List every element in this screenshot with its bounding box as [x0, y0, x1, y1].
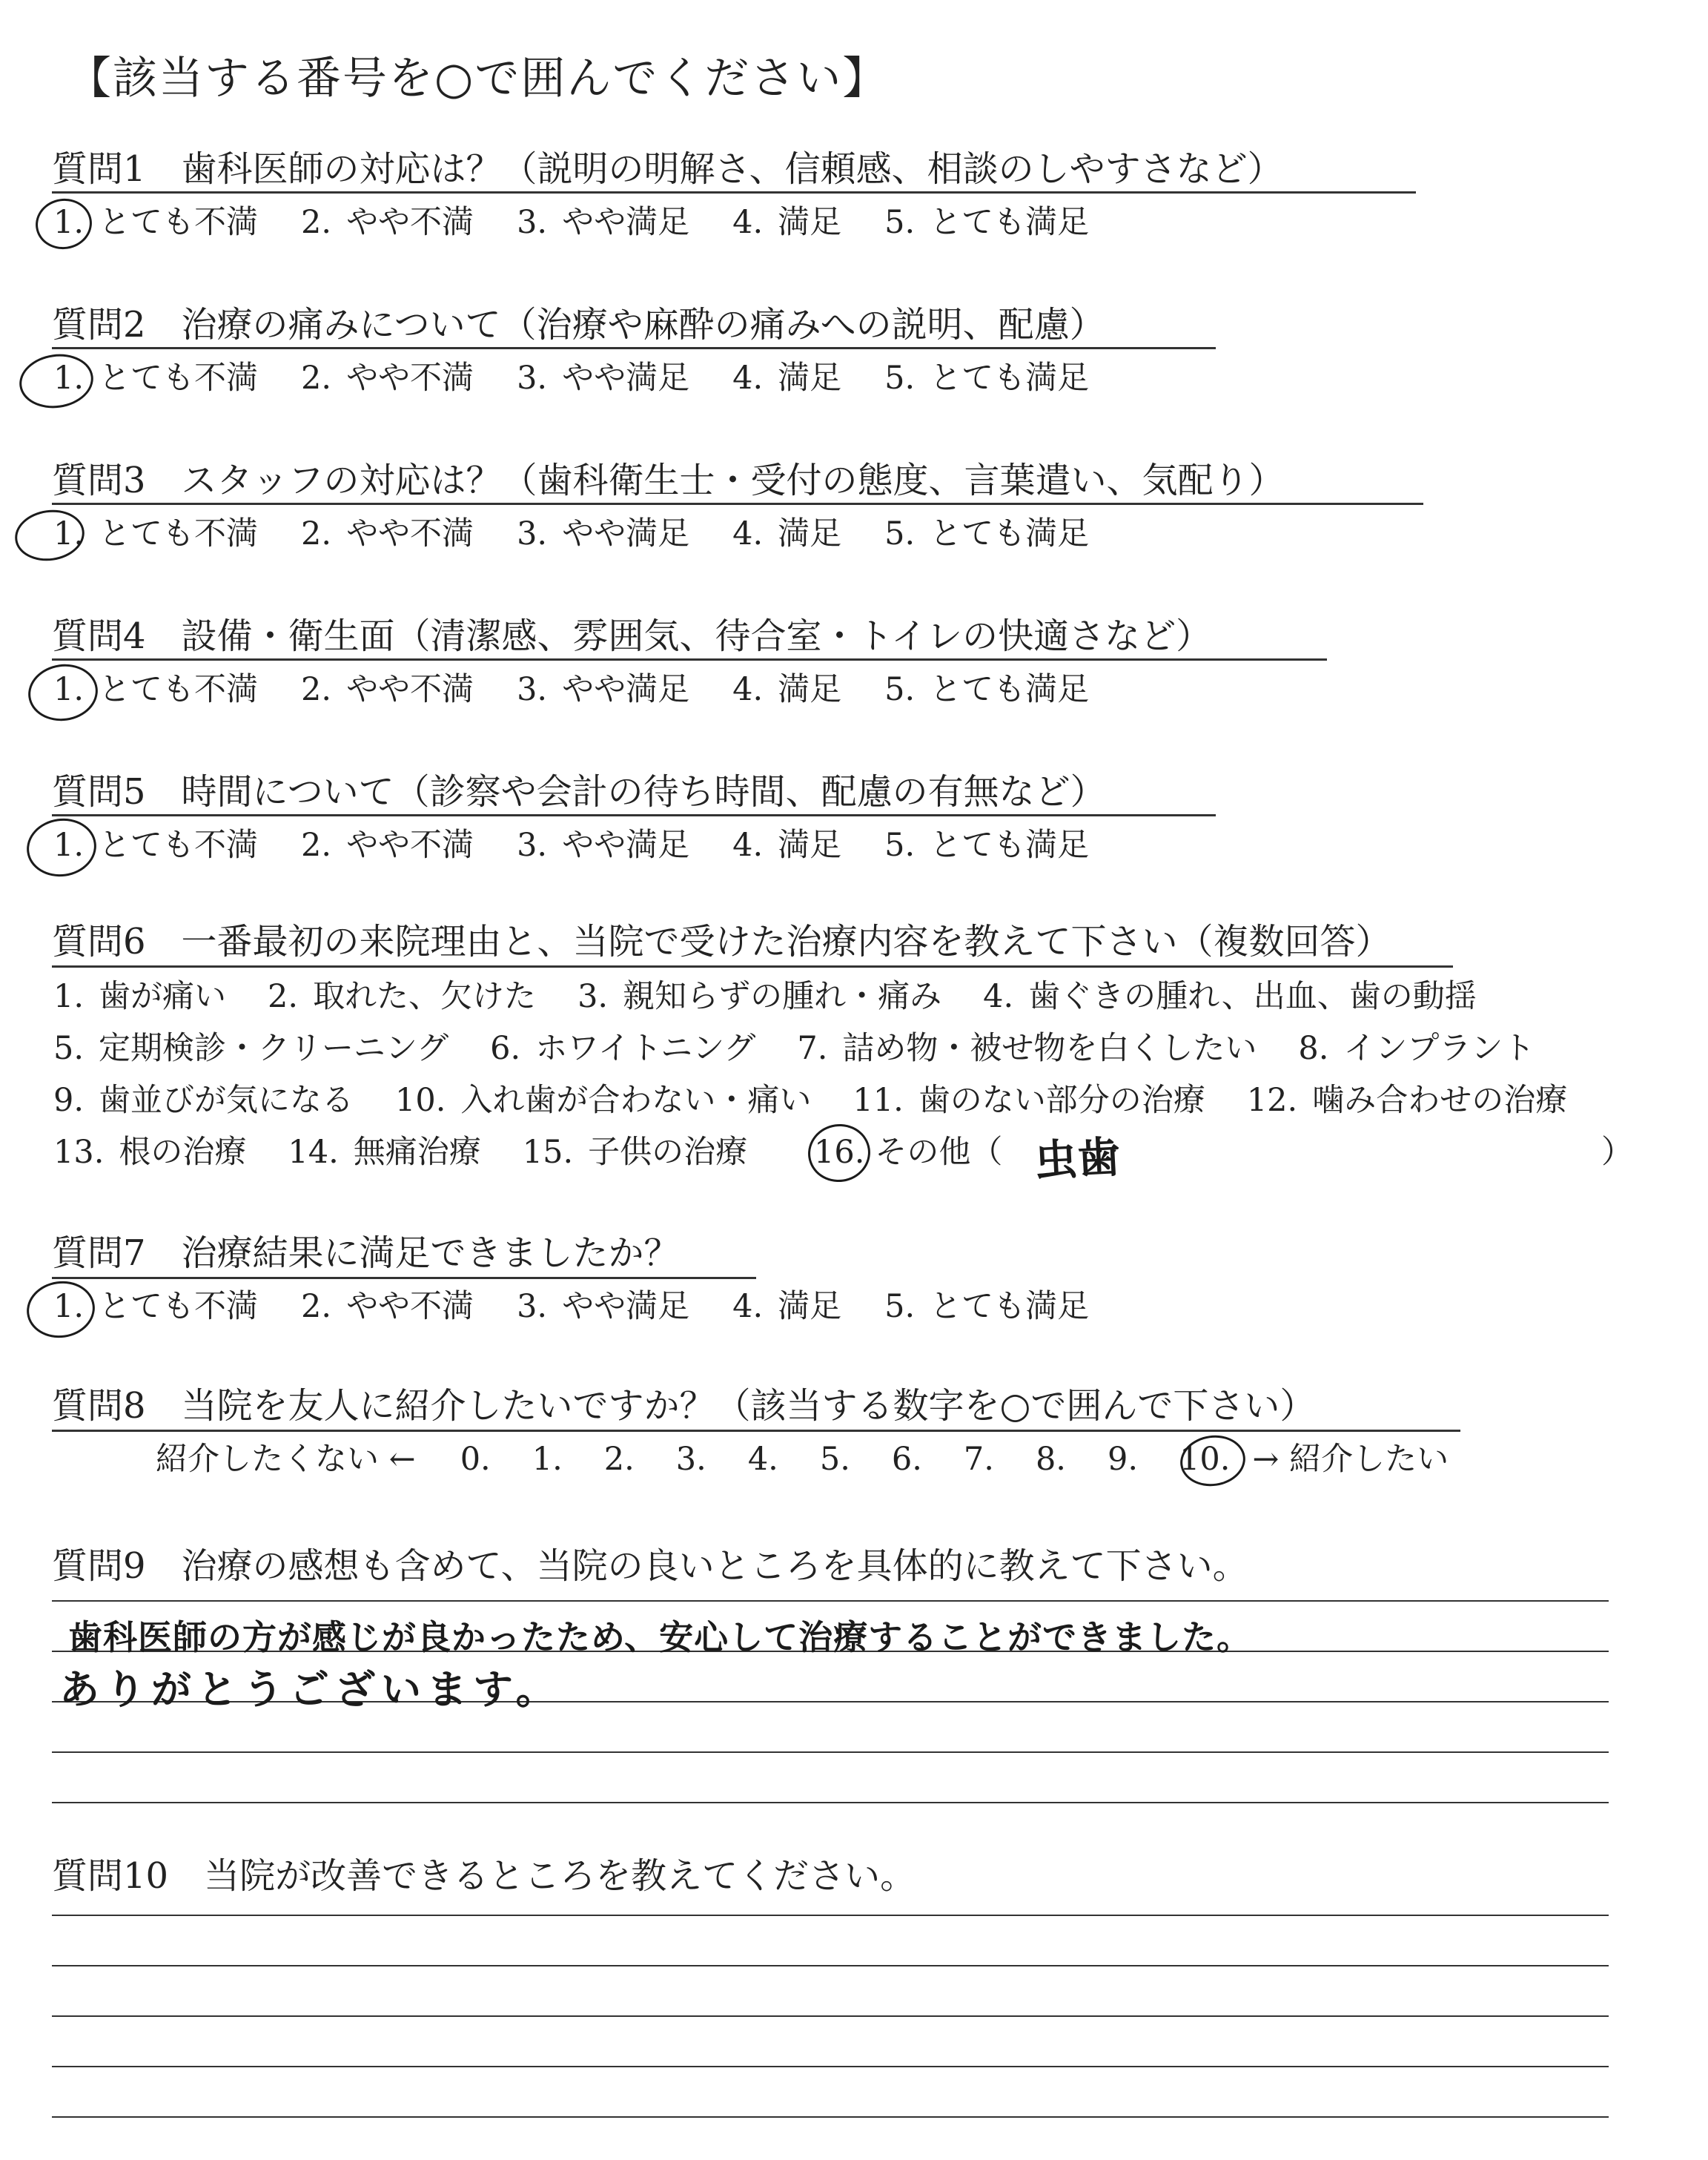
q6-option-10[interactable]: 10. 入れ歯が合わない・痛い: [395, 1082, 812, 1119]
q5-option-2[interactable]: 2. やや不満: [301, 827, 474, 864]
q8-option-6[interactable]: 6.: [891, 1441, 922, 1478]
q4-title: 質問4 設備・衛生面（清潔感、雰囲気、待合室・トイレの快適さなど）: [52, 615, 1212, 657]
q3-option-4[interactable]: 4. 満足: [732, 515, 842, 552]
q2-option-3[interactable]: 3. やや満足: [517, 360, 690, 397]
q9-handwritten-line-2: ありがとうございます。: [59, 1666, 562, 1713]
q6-option-13[interactable]: 13. 根の治療: [53, 1134, 247, 1171]
q6-option-16[interactable]: 16. その他（: [814, 1134, 1003, 1171]
q5-option-3[interactable]: 3. やや満足: [517, 827, 690, 864]
q6-option-8[interactable]: 8. インプラント: [1298, 1030, 1535, 1067]
q4-options: [53, 669, 1132, 710]
q6-selection-circle: [804, 1120, 874, 1186]
q2-options: [53, 357, 1132, 399]
q3-option-3[interactable]: 3. やや満足: [517, 515, 690, 552]
q8-option-2[interactable]: 2.: [603, 1441, 635, 1478]
q5-options: [53, 825, 1132, 866]
q6-option-4[interactable]: 4. 歯ぐきの腫れ、出血、歯の動揺: [983, 978, 1477, 1015]
q4-underline: [52, 658, 1327, 661]
q9-title: 質問9 治療の感想も含めて、当院の良いところを具体的に教えて下さい。: [52, 1545, 1248, 1587]
q1-option-2[interactable]: 2. やや不満: [301, 204, 474, 241]
q6-option-5[interactable]: 5. 定期検診・クリーニング: [53, 1030, 449, 1067]
q9-answer-line-1: [52, 1600, 1609, 1602]
q8-option-5[interactable]: 5.: [819, 1441, 850, 1478]
q6-other-close-paren: ）: [1601, 1134, 1633, 1171]
q1-options: [53, 202, 1132, 243]
q6-title: 質問6 一番最初の来院理由と、当院で受けた治療内容を教えて下さい（複数回答）: [52, 921, 1391, 962]
q6-underline: [52, 965, 1453, 968]
q6-option-1[interactable]: 1. 歯が痛い: [53, 978, 227, 1015]
q8-option-10[interactable]: 10.: [1179, 1441, 1231, 1478]
q6-row-1: [53, 976, 1518, 1017]
q4-option-2[interactable]: 2. やや不満: [301, 671, 474, 708]
q5-title: 質問5 時間について（診察や会計の待ち時間、配慮の有無など）: [52, 771, 1106, 813]
q6-option-15[interactable]: 15. 子供の治療: [522, 1134, 748, 1171]
q9-answer-line-5: [52, 1802, 1609, 1803]
q6-option-2[interactable]: 2. 取れた、欠けた: [268, 978, 537, 1015]
q7-option-2[interactable]: 2. やや不満: [301, 1288, 474, 1325]
q10-answer-line-4: [52, 2066, 1609, 2067]
q6-row-2: [53, 1028, 1576, 1069]
q1-underline: [52, 191, 1416, 194]
q2-option-4[interactable]: 4. 満足: [732, 360, 842, 397]
q5-option-5[interactable]: 5. とても満足: [884, 827, 1090, 864]
page-heading: 【該当する番号を○で囲んでください】: [67, 53, 889, 105]
q6-option-11[interactable]: 11. 歯のない部分の治療: [853, 1082, 1205, 1119]
q4-option-3[interactable]: 3. やや満足: [517, 671, 690, 708]
q7-option-1[interactable]: 1. とても不満: [53, 1288, 259, 1325]
q6-other-written-answer: 虫歯: [1033, 1132, 1122, 1186]
q4-option-1[interactable]: 1. とても不満: [53, 671, 259, 708]
q8-option-4[interactable]: 4.: [747, 1441, 778, 1478]
q8-option-8[interactable]: 8.: [1035, 1441, 1066, 1478]
q7-option-5[interactable]: 5. とても満足: [884, 1288, 1090, 1325]
q8-underline: [52, 1430, 1460, 1432]
q6-option-3[interactable]: 3. 親知らずの腫れ・痛み: [577, 978, 942, 1015]
q2-underline: [52, 347, 1216, 349]
q7-option-4[interactable]: 4. 満足: [732, 1288, 842, 1325]
q8-title: 質問8 当院を友人に紹介したいですか？（該当する数字を○で囲んで下さい）: [52, 1385, 1316, 1427]
q3-option-2[interactable]: 2. やや不満: [301, 515, 474, 552]
q3-title: 質問3 スタッフの対応は？（歯科衛生士・受付の態度、言葉遣い、気配り）: [52, 460, 1285, 501]
q8-right-label: → 紹介したい: [1252, 1441, 1449, 1478]
q2-option-5[interactable]: 5. とても満足: [884, 360, 1090, 397]
q8-option-9[interactable]: 9.: [1107, 1441, 1139, 1478]
q1-option-1[interactable]: 1. とても不満: [53, 204, 259, 241]
q7-underline: [52, 1277, 756, 1279]
q10-answer-line-1: [52, 1915, 1609, 1916]
q6-option-12[interactable]: 12. 噛み合わせの治療: [1246, 1082, 1568, 1119]
q7-options: [53, 1286, 1132, 1327]
q3-option-1[interactable]: 1. とても不満: [53, 515, 259, 552]
q2-title: 質問2 治療の痛みについて（治療や麻酔の痛みへの説明、配慮）: [52, 304, 1105, 346]
q9-handwritten-line-1: 歯科医師の方が感じが良かったため、安心して治療することができました。: [68, 1617, 1252, 1657]
q8-scale-row: [156, 1439, 1449, 1480]
q8-option-7[interactable]: 7.: [963, 1441, 994, 1478]
q2-option-2[interactable]: 2. やや不満: [301, 360, 474, 397]
q5-underline: [52, 814, 1216, 816]
q6-option-14[interactable]: 14. 無痛治療: [288, 1134, 481, 1171]
q3-underline: [52, 503, 1423, 505]
q4-option-5[interactable]: 5. とても満足: [884, 671, 1090, 708]
q8-option-3[interactable]: 3.: [675, 1441, 706, 1478]
q7-option-3[interactable]: 3. やや満足: [517, 1288, 690, 1325]
q2-option-1[interactable]: 1. とても不満: [53, 360, 259, 397]
q5-option-1[interactable]: 1. とても不満: [53, 827, 259, 864]
q6-option-7[interactable]: 7. 詰め物・被せ物を白くしたい: [797, 1030, 1257, 1067]
q7-title: 質問7 治療結果に満足できましたか？: [52, 1232, 680, 1274]
q8-option-1[interactable]: 1.: [532, 1441, 563, 1478]
q1-option-5[interactable]: 5. とても満足: [884, 204, 1090, 241]
q1-option-4[interactable]: 4. 満足: [732, 204, 842, 241]
q3-option-5[interactable]: 5. とても満足: [884, 515, 1090, 552]
q10-answer-line-2: [52, 1965, 1609, 1966]
q5-option-4[interactable]: 4. 満足: [732, 827, 842, 864]
q6-option-6[interactable]: 6. ホワイトニング: [490, 1030, 756, 1067]
q3-options: [53, 513, 1132, 555]
q1-title: 質問1 歯科医師の対応は？（説明の明解さ、信頼感、相談のしやすさなど）: [52, 148, 1283, 190]
q8-left-label: 紹介したくない ←: [156, 1441, 416, 1478]
q10-title: 質問10 当院が改善できるところを教えてください。: [52, 1855, 916, 1897]
q8-option-0[interactable]: 0.: [460, 1441, 491, 1478]
q9-answer-line-4: [52, 1751, 1609, 1753]
q6-row-4: [53, 1132, 789, 1173]
q10-answer-line-3: [52, 2015, 1609, 2017]
q4-option-4[interactable]: 4. 満足: [732, 671, 842, 708]
q6-row-3: [53, 1080, 1609, 1121]
q6-option-9[interactable]: 9. 歯並びが気になる: [53, 1082, 354, 1119]
q10-answer-line-5: [52, 2116, 1609, 2118]
q1-option-3[interactable]: 3. やや満足: [517, 204, 690, 241]
